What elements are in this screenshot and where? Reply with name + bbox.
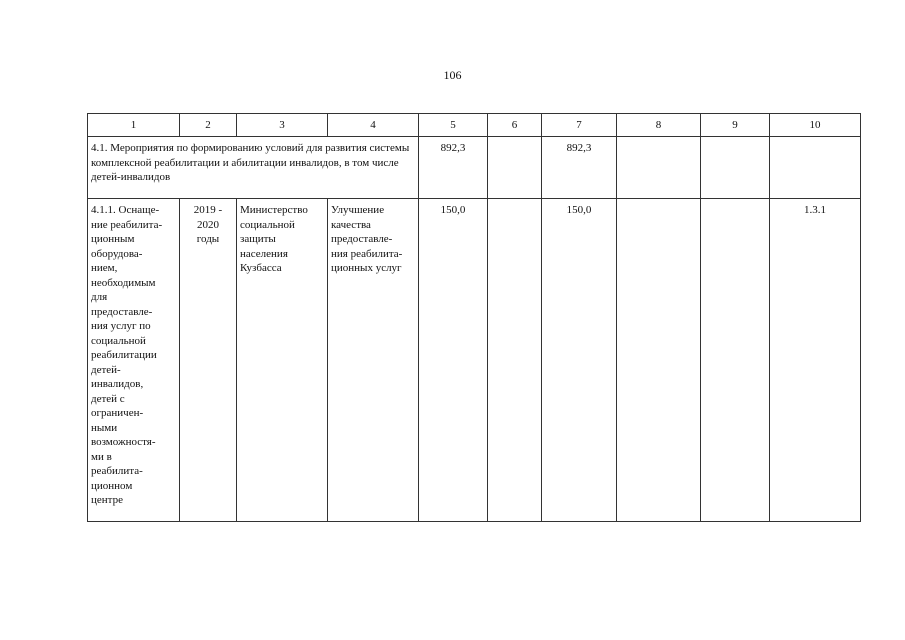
item-row xyxy=(88,199,861,522)
section-col6 xyxy=(488,137,542,199)
section-col5: 892,3 xyxy=(419,137,488,199)
header-cell-8: 8 xyxy=(617,114,701,137)
item-result: Улучшение качества предоставле- ния реабилита- ционных услуг xyxy=(328,199,419,522)
header-cell-10: 10 xyxy=(770,114,861,137)
item-indicator: 1.3.1 xyxy=(770,199,861,522)
section-row xyxy=(88,137,861,199)
item-col7: 150,0 xyxy=(542,199,617,522)
header-cell-3: 3 xyxy=(237,114,328,137)
section-col10 xyxy=(770,137,861,199)
item-period: 2019 - 2020 годы xyxy=(180,199,237,522)
section-col7: 892,3 xyxy=(542,137,617,199)
header-cell-9: 9 xyxy=(701,114,770,137)
section-col8 xyxy=(617,137,701,199)
item-col9 xyxy=(701,199,770,522)
header-cell-7: 7 xyxy=(542,114,617,137)
header-cell-1: 1 xyxy=(88,114,180,137)
header-cell-2: 2 xyxy=(180,114,237,137)
header-row xyxy=(88,114,861,137)
section-col9 xyxy=(701,137,770,199)
program-table xyxy=(87,113,861,522)
item-col5: 150,0 xyxy=(419,199,488,522)
header-cell-5: 5 xyxy=(419,114,488,137)
header-cell-6: 6 xyxy=(488,114,542,137)
page-number: 106 xyxy=(443,68,462,82)
item-executor: Министерство социальной защиты населения Кузбасса xyxy=(237,199,328,522)
header-cell-4: 4 xyxy=(328,114,419,137)
section-title: 4.1. Мероприятия по формированию условий для развития системы комплексной реабилитации и абилитации инвалидов, в том числе детей-инвалидов xyxy=(88,137,419,199)
item-name: 4.1.1. Оснаще- ние реабилита- ционным оборудова- нием, необходимым для предоставле- ния услуг по социальной реабилитации детей- инвалидов, детей с ограничен- ными возможностя- ми в реабилита- ционном центре xyxy=(88,199,180,522)
item-col8 xyxy=(617,199,701,522)
item-col6 xyxy=(488,199,542,522)
